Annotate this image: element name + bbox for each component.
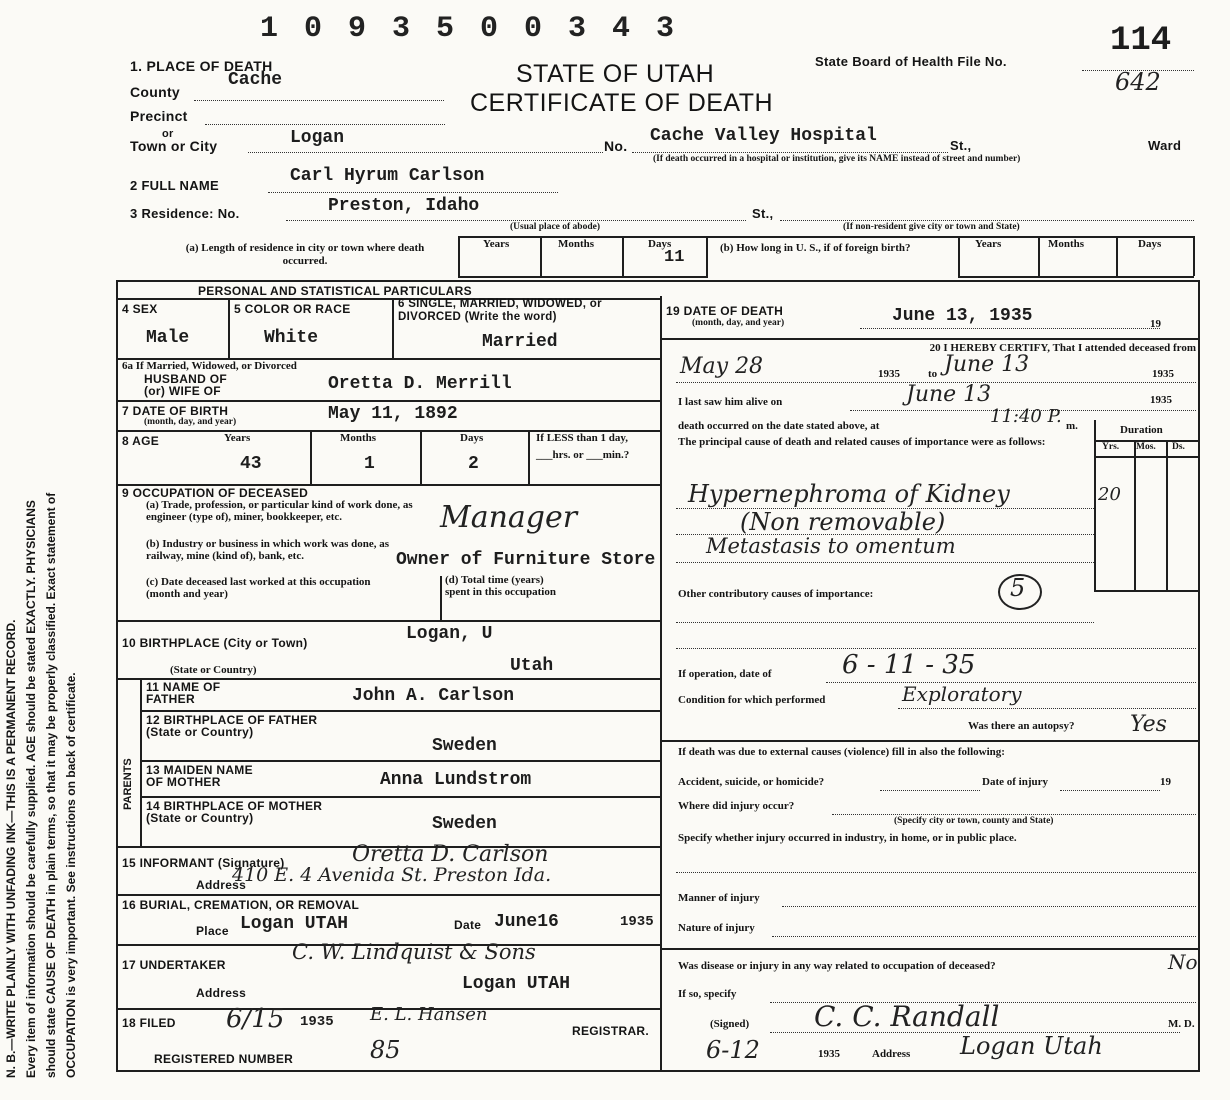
sex-value: Male	[146, 328, 190, 348]
precinct-label: Precinct	[130, 108, 188, 124]
death-time-value: 11:40 P.	[990, 406, 1062, 427]
town-value: Logan	[290, 128, 345, 148]
father-birth-label: 12 BIRTHPLACE OF FATHER (State or Country)	[146, 713, 318, 739]
where-injury-line	[832, 814, 1196, 815]
age-months-value: 1	[364, 454, 375, 474]
sign-address-label: Address	[872, 1048, 911, 1060]
occupation-a-value: Manager	[440, 500, 578, 535]
manner-injury-label: Manner of injury	[678, 892, 760, 904]
burial-label: 16 BURIAL, CREMATION, OR REMOVAL	[122, 898, 360, 912]
birthplace-state-value: Utah	[510, 656, 554, 676]
occupation-a-label: (a) Trade, profession, or particular kind of work done, as engineer (type of), miner, bookkeeper, etc.	[146, 499, 413, 523]
injury-date-label: Date of injury	[982, 776, 1048, 788]
certify-to-label: to	[928, 368, 938, 380]
length-residence-label: (a) Length of residence in city or town where death occurred.	[185, 242, 425, 267]
cause-label: The principal cause of death and related causes of importance were as follows:	[678, 436, 1046, 448]
other-causes-rule-1	[676, 622, 1094, 623]
undertaker-label: 17 UNDERTAKER	[122, 958, 226, 972]
full-name-line	[268, 192, 558, 193]
if-so-label: If so, specify	[678, 988, 737, 1000]
nature-injury-label: Nature of injury	[678, 922, 755, 934]
cause-line-3-rule	[676, 562, 1094, 563]
town-label: Town or City	[130, 138, 218, 154]
file-no-value: 642	[1115, 68, 1161, 96]
other-causes-label: Other contributory causes of importance:	[678, 588, 874, 600]
mother-birth-value: Sweden	[432, 814, 497, 834]
parents-side-label: PARENTS	[122, 758, 134, 810]
non-resident-note: (If non-resident give city or town and State)	[843, 222, 1020, 232]
precinct-line	[205, 124, 445, 125]
undertaker-value: C. W. Lindquist & Sons	[292, 940, 536, 964]
father-birth-value: Sweden	[432, 736, 497, 756]
residence-st-label: St.,	[752, 206, 774, 221]
last-saw-year: 1935	[1150, 394, 1172, 406]
birthplace-label: 10 BIRTHPLACE (City or Town)	[122, 636, 308, 650]
residence-value: Preston, Idaho	[328, 196, 480, 216]
burial-date-value: June16	[494, 912, 559, 932]
last-saw-value: June 13	[906, 382, 992, 407]
cause-line-3: Metastasis to omentum	[706, 534, 956, 558]
manner-injury-line	[782, 906, 1196, 907]
operation-label: If operation, date of	[678, 668, 772, 680]
occupation-b-label: (b) Industry or business in which work was done, as railway, mine (kind of), bank, etc.	[146, 538, 390, 562]
spouse-label-2: HUSBAND OF	[144, 372, 227, 386]
certify-from-value: May 28	[680, 354, 764, 379]
occupation-related-label: Was disease or injury in any way related to occupation of deceased?	[678, 960, 996, 972]
cause-line-2: (Non removable)	[740, 508, 946, 536]
specify-injury-line	[676, 872, 1196, 873]
circled-number: 5	[1010, 574, 1026, 602]
age-less-label: If LESS than 1 day, ___hrs. or ___min.?	[536, 432, 630, 461]
residence-line	[286, 220, 746, 221]
hospital-value: Cache Valley Hospital	[650, 126, 877, 146]
sign-address-value: Logan Utah	[960, 1032, 1103, 1060]
burial-place-label: Place	[196, 924, 229, 938]
accident-label: Accident, suicide, or homicide?	[678, 776, 825, 788]
age-days-label: Days	[460, 432, 484, 444]
cause-line-1: Hypernephroma of Kidney	[688, 480, 1010, 508]
county-line	[194, 100, 444, 101]
certify-to-value: June 13	[944, 352, 1030, 377]
date-of-death-label: 19 DATE OF DEATH	[666, 304, 784, 318]
death-time-label: death occurred on the date stated above, at	[678, 420, 880, 432]
father-value: John A. Carlson	[352, 686, 515, 706]
file-no-label: State Board of Health File No.	[815, 54, 1007, 69]
birthplace-value: Logan, U	[406, 624, 493, 644]
where-injury-note: (Specify city or town, county and State)	[894, 816, 1054, 826]
autopsy-label: Was there an autopsy?	[968, 720, 1075, 732]
informant-address-label: Address	[196, 878, 247, 892]
accident-line	[880, 790, 980, 791]
occupation-label: 9 OCCUPATION OF DECEASED	[122, 486, 309, 500]
or-label: or	[162, 128, 174, 140]
margin-note-2: Every item of information should be carefully supplied. AGE should be stated EXACTLY. PHYSICIANS	[24, 500, 38, 1078]
us-days-label: Days	[1138, 238, 1162, 250]
spouse-label-1: 6a If Married, Widowed, or Divorced	[122, 360, 297, 372]
condition-value: Exploratory	[902, 682, 1022, 706]
county-value: Cache	[228, 70, 283, 90]
spouse-value: Oretta D. Merrill	[328, 374, 512, 394]
registrar-label: REGISTRAR.	[572, 1024, 650, 1038]
filed-label: 18 FILED	[122, 1016, 176, 1030]
res-days-label: Days	[648, 238, 672, 250]
county-label: County	[130, 84, 181, 100]
filed-date-value: 6/15	[226, 1004, 285, 1034]
other-causes-rule-2	[676, 648, 1196, 649]
md-label: M. D.	[1168, 1018, 1195, 1030]
us-months-label: Months	[1048, 238, 1085, 250]
nature-injury-line	[772, 936, 1196, 937]
personal-header: PERSONAL AND STATISTICAL PARTICULARS	[198, 284, 472, 298]
date-of-death-sub: (month, day, and year)	[692, 318, 785, 328]
registered-number-value: 85	[370, 1036, 401, 1064]
informant-value: Oretta D. Carlson	[352, 842, 549, 867]
injury-year-label: 19	[1160, 776, 1171, 788]
autopsy-value: Yes	[1130, 712, 1167, 737]
mother-value: Anna Lundstrom	[380, 770, 532, 790]
dob-label: 7 DATE OF BIRTH	[122, 404, 229, 418]
occupation-d-label: (d) Total time (years) spent in this occupation	[445, 574, 556, 598]
signed-value: C. C. Randall	[814, 1000, 1000, 1033]
occupation-c-label: (c) Date deceased last worked at this occupation (month and year)	[146, 576, 371, 600]
color-label: 5 COLOR OR RACE	[234, 302, 351, 316]
certify-to-year: 1935	[1152, 368, 1174, 380]
burial-year-value: 1935	[620, 914, 654, 930]
res-years-label: Years	[483, 238, 510, 250]
age-years-label: Years	[224, 432, 251, 444]
date-of-death-value: June 13, 1935	[892, 306, 1033, 326]
registrar-value: E. L. Hansen	[370, 1004, 488, 1025]
certify-label: 20 I HEREBY CERTIFY, That I attended deceased from	[929, 342, 1196, 354]
informant-address-value: 410 E. 4 Avenida St. Preston Ida.	[232, 864, 552, 886]
condition-label: Condition for which performed	[678, 694, 826, 706]
residence-st-line	[780, 220, 1194, 221]
age-years-value: 43	[240, 454, 262, 474]
informant-label: 15 INFORMANT (Signature)	[122, 856, 285, 870]
age-label: 8 AGE	[122, 434, 160, 448]
registered-number-label: REGISTERED NUMBER	[154, 1052, 294, 1066]
sign-year-value: 1935	[818, 1048, 840, 1060]
occupation-b-value: Owner of Furniture Store	[396, 550, 656, 570]
hospital-line	[632, 152, 948, 153]
full-name-label: 2 FULL NAME	[130, 178, 220, 193]
marital-value: Married	[482, 332, 558, 352]
injury-date-line	[1060, 790, 1160, 791]
margin-note-3: should state CAUSE OF DEATH in plain terms, so that it may be properly classified. Exact statement of	[44, 492, 58, 1078]
place-of-death-label: 1. PLACE OF DEATH	[130, 58, 273, 74]
mother-label: 13 MAIDEN NAME OF MOTHER	[146, 763, 253, 789]
sign-date-value: 6-12	[706, 1036, 760, 1064]
operation-value: 6 - 11 - 35	[842, 650, 976, 680]
father-label: 11 NAME OF FATHER	[146, 680, 221, 706]
st-label: St.,	[950, 138, 972, 153]
birthplace-state-label: (State or Country)	[170, 664, 257, 676]
duration-yrs: Yrs.	[1102, 442, 1120, 452]
date-of-death-line	[860, 328, 1160, 329]
burial-date-label: Date	[454, 918, 482, 932]
dob-value: May 11, 1892	[328, 404, 458, 424]
marital-label: 6 SINGLE, MARRIED, WIDOWED, or DIVORCED (Write the word)	[398, 298, 602, 323]
us-years-label: Years	[975, 238, 1002, 250]
no-label: No.	[604, 138, 628, 154]
spouse-label-3: (or) WIFE OF	[144, 384, 221, 398]
cause-line-1-duration: 20	[1098, 484, 1121, 505]
m-label: m.	[1066, 420, 1078, 432]
res-months-label: Months	[558, 238, 595, 250]
serial-number: 1 0 9 3 5 0 0 3 4 3	[260, 12, 679, 46]
foreign-birth-label: (b) How long in U. S., if of foreign birth?	[720, 242, 911, 254]
mother-birth-label: 14 BIRTHPLACE OF MOTHER (State or Country)	[146, 799, 323, 825]
date-of-death-year-suffix: 19	[1150, 318, 1161, 330]
duration-label: Duration	[1120, 424, 1163, 436]
burial-place-value: Logan UTAH	[240, 914, 349, 934]
filed-year-value: 1935	[300, 1014, 334, 1030]
ward-label: Ward	[1148, 138, 1182, 153]
signed-label: (Signed)	[710, 1018, 750, 1030]
undertaker-address-label: Address	[196, 986, 247, 1000]
margin-note-1: N. B.—WRITE PLAINLY WITH UNFADING INK—THIS IS A PERMANENT RECORD.	[4, 619, 18, 1078]
certificate-title: CERTIFICATE OF DEATH	[470, 89, 774, 117]
age-months-label: Months	[340, 432, 377, 444]
full-name-value: Carl Hyrum Carlson	[290, 166, 485, 186]
specify-injury-label: Specify whether injury occurred in industry, in home, or in public place.	[678, 832, 1017, 844]
state-title: STATE OF UTAH	[516, 60, 715, 88]
condition-line	[898, 708, 1196, 709]
sex-label: 4 SEX	[122, 302, 158, 316]
certify-from-year: 1935	[878, 368, 900, 380]
duration-ds: Ds.	[1172, 442, 1185, 452]
undertaker-address-value: Logan UTAH	[462, 974, 571, 994]
duration-mos: Mos.	[1136, 442, 1156, 452]
last-saw-label: I last saw him alive on	[678, 396, 783, 408]
dob-sub-label: (month, day, and year)	[144, 417, 237, 427]
age-days-value: 2	[468, 454, 479, 474]
town-line	[248, 152, 603, 153]
color-value: White	[264, 328, 319, 348]
usual-abode-note: (Usual place of abode)	[510, 222, 600, 232]
margin-note-4: OCCUPATION is very important. See instructions on back of certificate.	[64, 672, 78, 1078]
where-injury-label: Where did injury occur?	[678, 800, 795, 812]
res-days-value: 11	[664, 248, 685, 267]
page-number: 114	[1110, 22, 1172, 60]
residence-label: 3 Residence: No.	[130, 206, 240, 221]
external-causes-label: If death was due to external causes (violence) fill in also the following:	[678, 746, 1005, 758]
occupation-related-value: No	[1168, 950, 1198, 974]
hospital-note: (If death occurred in a hospital or institution, give its NAME instead of street and number)	[653, 154, 1021, 164]
